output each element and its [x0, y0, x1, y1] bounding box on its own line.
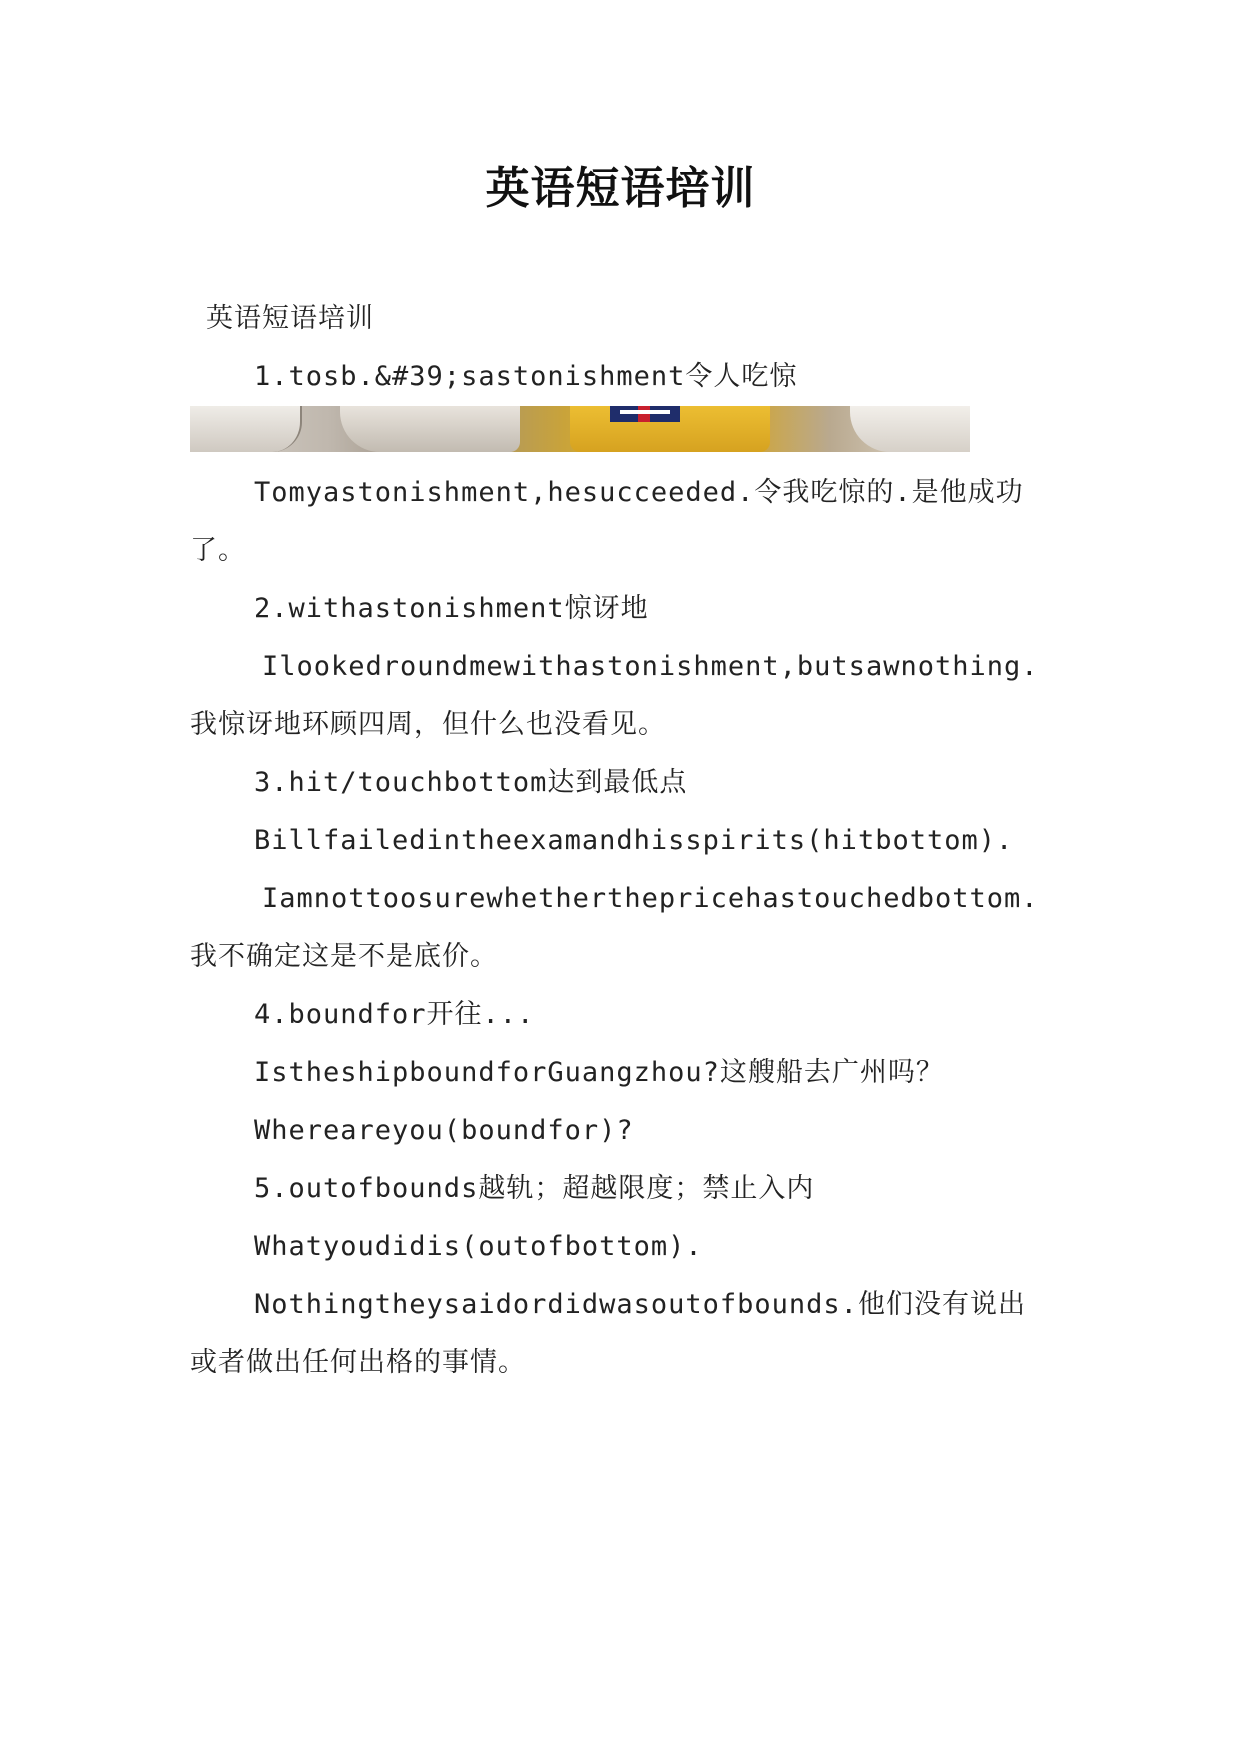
document-body [190, 290, 1050, 1392]
phrase-heading-4: 4.boundfor开往... [254, 999, 535, 1030]
keyboard-key-right [850, 406, 970, 452]
example-line: Iamnottoosurewhetherthepricehastouchedbottom.我不确定这是不是底价。 [190, 883, 1039, 972]
example-line: IstheshipboundforGuangzhou?这艘船去广州吗？ [254, 1057, 944, 1088]
example-line: Whatyoudidis(outofbottom). [254, 1231, 703, 1262]
document-title: 英语短语培训 [485, 163, 756, 214]
phrase-heading-3: 3.hit/touchbottom达到最低点 [254, 767, 688, 798]
phrase-heading-5: 5.outofbounds越轨；超越限度；禁止入内 [254, 1173, 815, 1204]
subtitle-line: 英语短语培训 [206, 303, 374, 334]
uk-flag-icon [610, 406, 680, 422]
phrase-heading-2: 2.withastonishment惊讶地 [254, 593, 649, 624]
example-line: Ilookedroundmewithastonishment,butsawnothing.我惊讶地环顾四周，但什么也没看见。 [190, 651, 1039, 740]
keyboard-key-left [190, 406, 302, 452]
example-line: Tomyastonishment,hesucceeded.令我吃惊的.是他成功了。 [190, 477, 1024, 566]
example-line: Billfailedintheexamandhisspirits(hitbottom). [254, 825, 1014, 856]
keyboard-banner-image [190, 406, 970, 452]
keyboard-key-middle [340, 406, 520, 452]
example-line: Whereareyou(boundfor)? [254, 1115, 634, 1146]
phrase-heading-1: 1.tosb.&#39;sastonishment令人吃惊 [254, 361, 798, 392]
example-line: Nothingtheysaidordidwasoutofbounds.他们没有说出或者做出任何出格的事情。 [190, 1289, 1026, 1378]
